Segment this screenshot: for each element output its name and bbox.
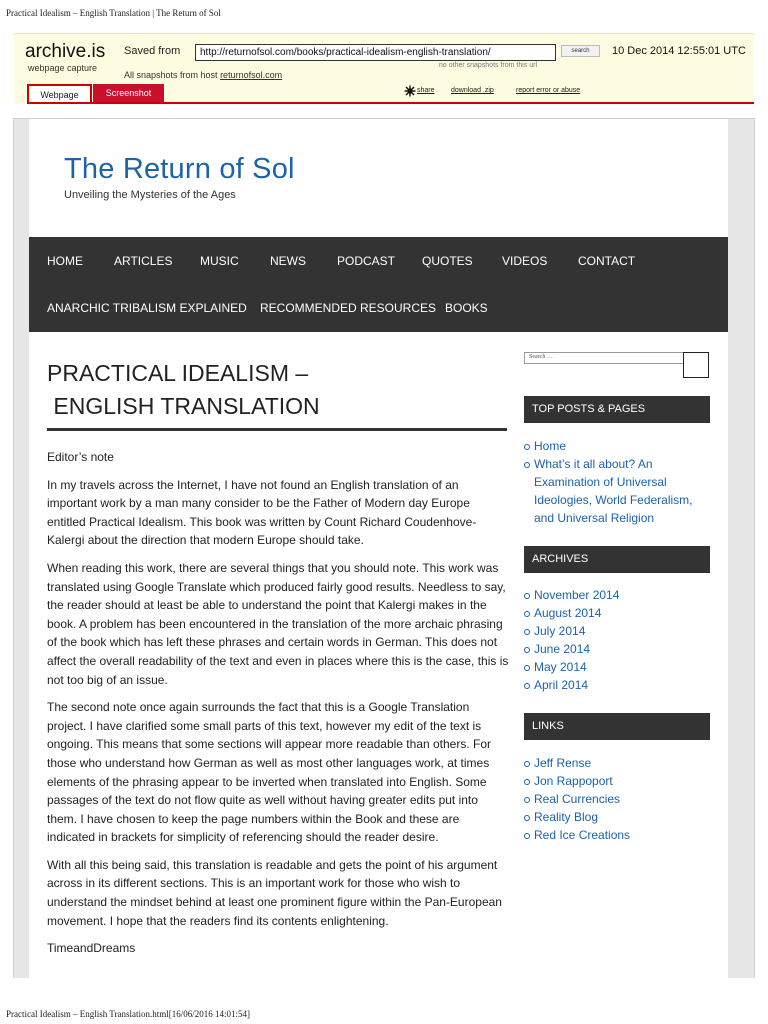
all-snapshots-line (124, 70, 282, 80)
nav-anarchic-tribalism[interactable]: ANARCHIC TRIBALISM EXPLAINED (47, 301, 247, 315)
print-header: Practical Idealism – English Translation | The Return of Sol (6, 8, 221, 18)
link-jon-rappoport[interactable]: Jon Rappoport (524, 772, 714, 790)
top-post-home[interactable]: Home (524, 437, 714, 455)
archive-july-2014[interactable]: July 2014 (524, 622, 714, 640)
page-title-line-1: PRACTICAL IDEALISM – (47, 360, 309, 386)
no-other-snapshots-note: no other snapshots from this url (439, 62, 538, 69)
archive-august-2014[interactable]: August 2014 (524, 604, 714, 622)
links-list (524, 754, 714, 844)
archives-widget-title: ARCHIVES (524, 546, 710, 573)
archive-banner (14, 33, 754, 103)
sidebar-search-button[interactable] (683, 352, 709, 378)
page-title-line-2: ENGLISH TRANSLATION (53, 393, 320, 419)
article-paragraph: With all this being said, this translation is readable and gets the point of his argument across in its different sections. This is an important work for those who wish to understand the mindset behind at least one prominent figure within the Pan-European movement. I hope that the readers find its contents enlightening. (47, 857, 502, 928)
url-input[interactable]: http://returnofsol.com/books/practical-idealism-english-translation/ (195, 44, 556, 61)
nav-videos[interactable]: VIDEOS (502, 254, 548, 268)
nav-books[interactable]: BOOKS (445, 301, 488, 315)
site-title[interactable]: The Return of Sol (64, 153, 295, 185)
tab-screenshot[interactable]: Screenshot (93, 84, 164, 103)
top-post-whats-it-all-about[interactable]: What’s it all about? An Examination of Universal Ideologies, World Federalism, and Universal Religion (524, 455, 710, 527)
link-reality-blog[interactable]: Reality Blog (524, 808, 714, 826)
archive-logo[interactable]: archive.is (25, 41, 106, 62)
report-link[interactable]: report error or abuse (516, 87, 581, 94)
nav-home[interactable]: HOME (47, 254, 83, 268)
page-title (47, 357, 320, 423)
tab-underline (27, 102, 754, 104)
share-icon[interactable] (404, 85, 416, 97)
search-button[interactable]: search (561, 45, 600, 57)
link-real-currencies[interactable]: Real Currencies (524, 790, 714, 808)
archive-november-2014[interactable]: November 2014 (524, 586, 714, 604)
top-posts-widget-title: TOP POSTS & PAGES (524, 396, 710, 423)
title-divider (47, 428, 507, 431)
nav-music[interactable]: MUSIC (200, 254, 239, 268)
links-widget-title: LINKS (524, 713, 710, 740)
download-zip-link[interactable]: download .zip (451, 87, 494, 94)
nav-recommended-resources[interactable]: RECOMMENDED RESOURCES (260, 301, 437, 315)
link-red-ice-creations[interactable]: Red Ice Creations (524, 826, 714, 844)
sidebar-search-input[interactable]: Search … (524, 352, 684, 364)
main-nav (29, 237, 728, 332)
print-footer: Practical Idealism – English Translation.html[16/06/2016 14:01:54] (6, 1009, 250, 1019)
archives-list (524, 586, 714, 694)
site-container (29, 119, 728, 979)
archive-may-2014[interactable]: May 2014 (524, 658, 714, 676)
archive-april-2014[interactable]: April 2014 (524, 676, 714, 694)
article-body (47, 448, 509, 967)
archive-june-2014[interactable]: June 2014 (524, 640, 714, 658)
share-link[interactable]: share (417, 87, 435, 94)
archive-tagline: webpage capture (28, 63, 98, 73)
author-signature: TimeandDreams (47, 941, 136, 956)
editors-note-heading: Editor’s note (47, 450, 114, 464)
nav-podcast[interactable]: PODCAST (337, 254, 396, 268)
nav-news[interactable]: NEWS (270, 254, 306, 268)
nav-articles[interactable]: ARTICLES (114, 254, 173, 268)
article-paragraph: In my travels across the Internet, I have not found an English translation of an important work by a man many consider to be the Father of Modern day Europe entitled Practical Idealism. This book was written by Count Richard Coudenhove-Kalergi about the direction that modern Europe should take. (47, 477, 477, 548)
host-link[interactable]: returnofsol.com (220, 70, 283, 80)
article-paragraph: The second note once again surrounds the fact that this is a Google Translation project. I have clarified some small parts of this text, however my edit of the text is ongoing. This means that some sections will appear more readable than others. For those who understand how German as well as most other languages work, at times elements of the phrasing appear to be inverted when translated into English. Some passages of the text do not flow quite as well without having greater edits put into them. I have chosen to keep the page numbers within the Book and these are indicated in brackets for simplicity of referencing should the reader desire. (47, 700, 492, 845)
all-snapshots-prefix: All snapshots from host (124, 70, 218, 80)
captured-page-frame (13, 118, 755, 978)
link-jeff-rense[interactable]: Jeff Rense (524, 754, 714, 772)
saved-from-label: Saved from (124, 45, 181, 57)
capture-date: 10 Dec 2014 12:55:01 UTC (612, 45, 746, 57)
top-posts-list (524, 437, 714, 527)
nav-contact[interactable]: CONTACT (578, 254, 636, 268)
site-description: Unveiling the Mysteries of the Ages (64, 189, 236, 201)
nav-quotes[interactable]: QUOTES (422, 254, 473, 268)
article-paragraph: When reading this work, there are several things that you should note. This work was translated using Google Translate which produced fairly good results. Needless to say, the reader should at least be able to understand the point that Kalergi makes in the book. A problem has been encountered in the translation of the more archaic phrasing of the book which has left these phrases and certain words in German. This does not affect the overall readability of the text and even in places where this is the case, this is not too big of an issue. (47, 560, 509, 687)
tab-webpage[interactable]: Webpage (27, 84, 92, 103)
